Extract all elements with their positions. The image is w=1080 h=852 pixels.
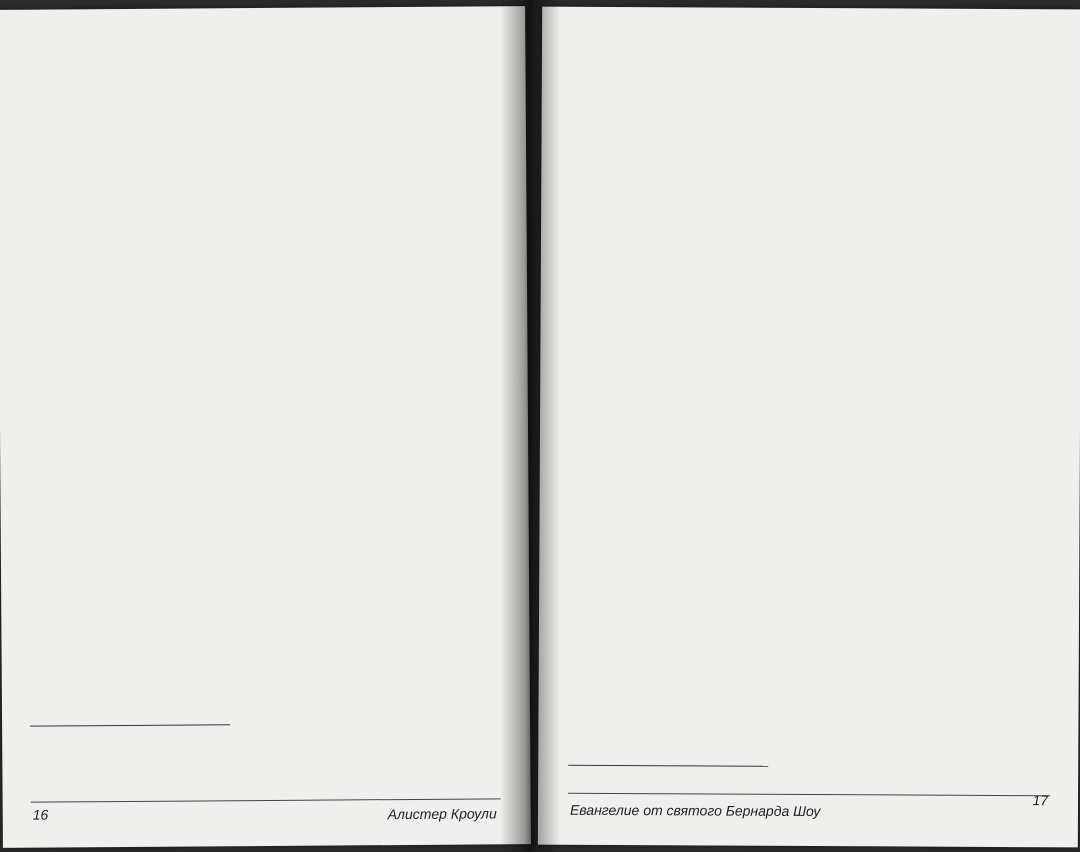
- right-running-rule: [568, 793, 1050, 797]
- left-body: [29, 568, 499, 571]
- right-footnote: [568, 771, 1048, 774]
- left-paragraph-1: [26, 90, 496, 93]
- left-running-rule: [31, 798, 501, 802]
- right-paragraph-1: [572, 93, 1054, 96]
- right-body: [572, 93, 1054, 96]
- left-footnote-rule: [30, 724, 230, 726]
- left-page-number: 16: [32, 806, 49, 823]
- right-paragraph-4: [572, 93, 1054, 96]
- left-paragraph-2: [29, 568, 499, 571]
- right-page-number: 17: [1032, 792, 1049, 809]
- left-body-italic: [26, 90, 496, 93]
- left-footnote: [30, 728, 500, 731]
- right-page: [538, 7, 1080, 848]
- left-running-head: Алистер Кроули: [387, 805, 497, 823]
- right-paragraph-3: [572, 93, 1054, 96]
- right-footnote-rule: [568, 765, 768, 767]
- left-page: [0, 6, 531, 848]
- right-running-head: Евангелие от святого Бернарда Шоу: [569, 801, 821, 820]
- right-paragraph-2: [572, 93, 1054, 96]
